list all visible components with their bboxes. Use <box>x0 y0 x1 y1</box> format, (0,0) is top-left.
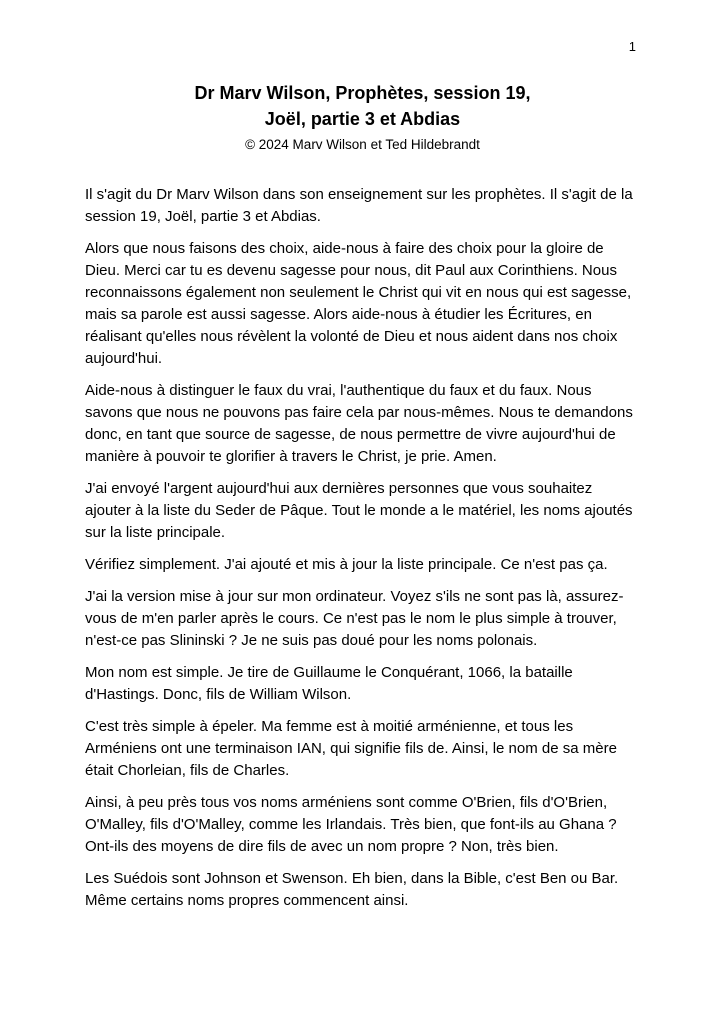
paragraph: Vérifiez simplement. J'ai ajouté et mis à jour la liste principale. Ce n'est pas ça. <box>85 556 608 573</box>
paragraph: C'est très simple à épeler. Ma femme est à moitié arménienne, et tous les Arméniens ont une terminaison IAN, qui signifie fils de. Ainsi, le nom de sa mère était Chorleian, fils de Charles. <box>85 718 617 779</box>
paragraph: J'ai envoyé l'argent aujourd'hui aux dernières personnes que vous souhaitez ajouter à la liste du Seder de Pâque. Tout le monde a le matériel, les noms ajoutés sur la liste principale. <box>85 480 633 541</box>
title-line-2: Joël, partie 3 et Abdias <box>264 109 461 129</box>
paragraph: Aide-nous à distinguer le faux du vrai, l'authentique du faux et du faux. Nous savons que nous ne pouvons pas faire cela par nous-mêmes. Nous te demandons donc, en tant que source de sagesse, de nous permettre de vivre aujourd'hui de manière à pouvoir te glorifier à travers le Christ, je prie. Amen. <box>85 382 633 465</box>
paragraph: Mon nom est simple. Je tire de Guillaume le Conquérant, 1066, la bataille d'Hastings. Donc, fils de William Wilson. <box>85 664 573 703</box>
document-title <box>85 80 640 132</box>
paragraph: Il s'agit du Dr Marv Wilson dans son enseignement sur les prophètes. Il s'agit de la session 19, Joël, partie 3 et Abdias. <box>85 186 633 225</box>
paragraph: Alors que nous faisons des choix, aide-nous à faire des choix pour la gloire de Dieu. Merci car tu es devenu sagesse pour nous, dit Paul aux Corinthiens. Nous reconnaissons également non seulement le Christ qui vit en nous qui est sagesse, mais sa parole est aussi sagesse. Alors aide-nous à étudier les Écritures, en réalisant qu'elles nous révèlent la volonté de Dieu et nous aident dans nos choix aujourd'hui. <box>85 240 632 367</box>
paragraph: J'ai la version mise à jour sur mon ordinateur. Voyez s'ils ne sont pas là, assurez-vous de m'en parler après le cours. Ce n'est pas le nom le plus simple à trouver, n'est-ce pas Slininski ? Je ne suis pas doué pour les noms polonais. <box>85 588 624 649</box>
document-body <box>85 184 640 912</box>
paragraph: Ainsi, à peu près tous vos noms arméniens sont comme O'Brien, fils d'O'Brien, O'Malley, fils d'O'Malley, comme les Irlandais. Très bien, que font-ils au Ghana ? Ont-ils des moyens de dire fils de avec un nom propre ? Non, très bien. <box>85 794 617 855</box>
page-number: 1 <box>628 39 636 54</box>
copyright-line: © 2024 Marv Wilson et Ted Hildebrandt <box>245 137 480 152</box>
title-line-1: Dr Marv Wilson, Prophètes, session 19, <box>194 83 531 103</box>
paragraph: Les Suédois sont Johnson et Swenson. Eh bien, dans la Bible, c'est Ben ou Bar. Même certains noms propres commencent ainsi. <box>85 870 619 909</box>
